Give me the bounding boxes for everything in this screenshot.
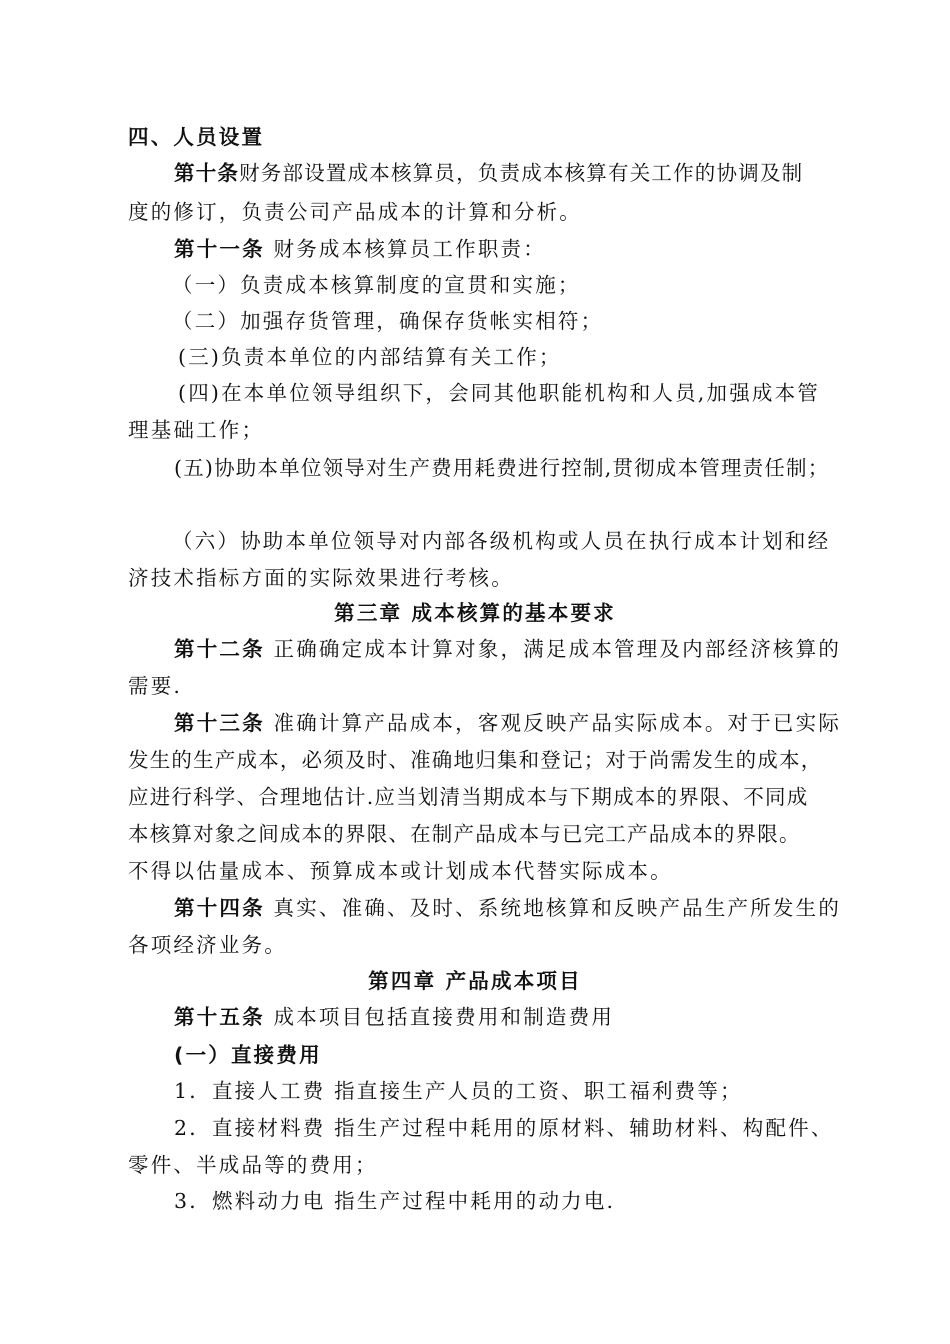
article-12-line-2: 需要.: [128, 674, 183, 698]
article-13-line-4: 本核算对象之间成本的界限、在制产品成本与已完工产品成本的界限。: [128, 822, 801, 846]
cost-item-2-line-1: 2．直接材料费 指生产过程中耗用的原材料、辅助材料、构配件、: [174, 1116, 834, 1140]
duty-item-2: （二）加强存货管理，确保存货帐实相符；: [172, 309, 604, 333]
article-14-label: 第十四条: [174, 896, 265, 920]
article-13-line-5: 不得以估量成本、预算成本或计划成本代替实际成本。: [128, 859, 673, 883]
article-13-line-3: 应进行科学、合理地估计.应当划清当期成本与下期成本的界限、不同成: [128, 785, 809, 809]
article-10-line-2: 度的修订，负责公司产品成本的计算和分析。: [128, 200, 582, 224]
article-13-line-2: 发生的生产成本，必须及时、准确地归集和登记；对于尚需发生的成本，: [128, 748, 823, 772]
article-13-label: 第十三条: [174, 711, 265, 735]
cost-item-2-line-2: 零件、半成品等的费用；: [128, 1153, 378, 1177]
article-12-text-1: 正确确定成本计算对象，满足成本管理及内部经济核算的: [264, 637, 842, 661]
article-13-line-1: [174, 710, 841, 736]
duty-item-5: (五)协助本单位领导对生产费用耗费进行控制,贯彻成本管理责任制；: [174, 456, 830, 480]
cost-item-1: 1．直接人工费 指直接生产人员的工资、职工福利费等；: [174, 1079, 743, 1103]
article-14-line-1: [174, 895, 841, 921]
chapter-4-title: 第四章 产品成本项目: [368, 969, 582, 993]
duty-item-4-line-2: 理基础工作；: [128, 418, 265, 442]
article-14-text-1: 真实、准确、及时、系统地核算和反映产品生产所发生的: [264, 896, 842, 920]
section-heading-personnel: 四、人员设置: [128, 125, 265, 149]
article-12-label: 第十二条: [174, 637, 265, 661]
duty-item-1: （一）负责成本核算制度的宣贯和实施；: [172, 273, 581, 297]
article-12-line-1: [174, 636, 841, 662]
subsection-direct-costs: (一）直接费用: [174, 1043, 322, 1067]
chapter-3-title: 第三章 成本核算的基本要求: [334, 601, 616, 625]
article-11-label: 第十一条: [174, 237, 265, 261]
article-10-text-1: 财务部设置成本核算员，负责成本核算有关工作的协调及制: [239, 161, 804, 185]
article-15-label: 第十五条: [174, 1005, 265, 1029]
article-14-line-2: 各项经济业务。: [128, 933, 287, 957]
article-15-line: [174, 1004, 614, 1030]
article-11-text: 财务成本核算员工作职责：: [264, 237, 546, 261]
article-11-line: [174, 236, 546, 262]
cost-item-3: 3．燃料动力电 指生产过程中耗用的动力电.: [174, 1189, 616, 1213]
article-13-text-1: 准确计算产品成本，客观反映产品实际成本。对于已实际: [264, 711, 842, 735]
duty-item-4-line-1: (四)在本单位领导组织下，会同其他职能机构和人员,加强成本管: [178, 381, 821, 405]
article-15-text: 成本项目包括直接费用和制造费用: [264, 1005, 615, 1029]
article-10-line-1: [174, 160, 803, 186]
article-10-label: 第十条: [174, 161, 240, 185]
duty-item-6-line-1: （六）协助本单位领导对内部各级机构或人员在执行成本计划和经: [172, 529, 831, 553]
duty-item-3: (三)负责本单位的内部结算有关工作；: [178, 345, 562, 369]
duty-item-6-line-2: 济技术指标方面的实际效果进行考核。: [128, 566, 514, 590]
